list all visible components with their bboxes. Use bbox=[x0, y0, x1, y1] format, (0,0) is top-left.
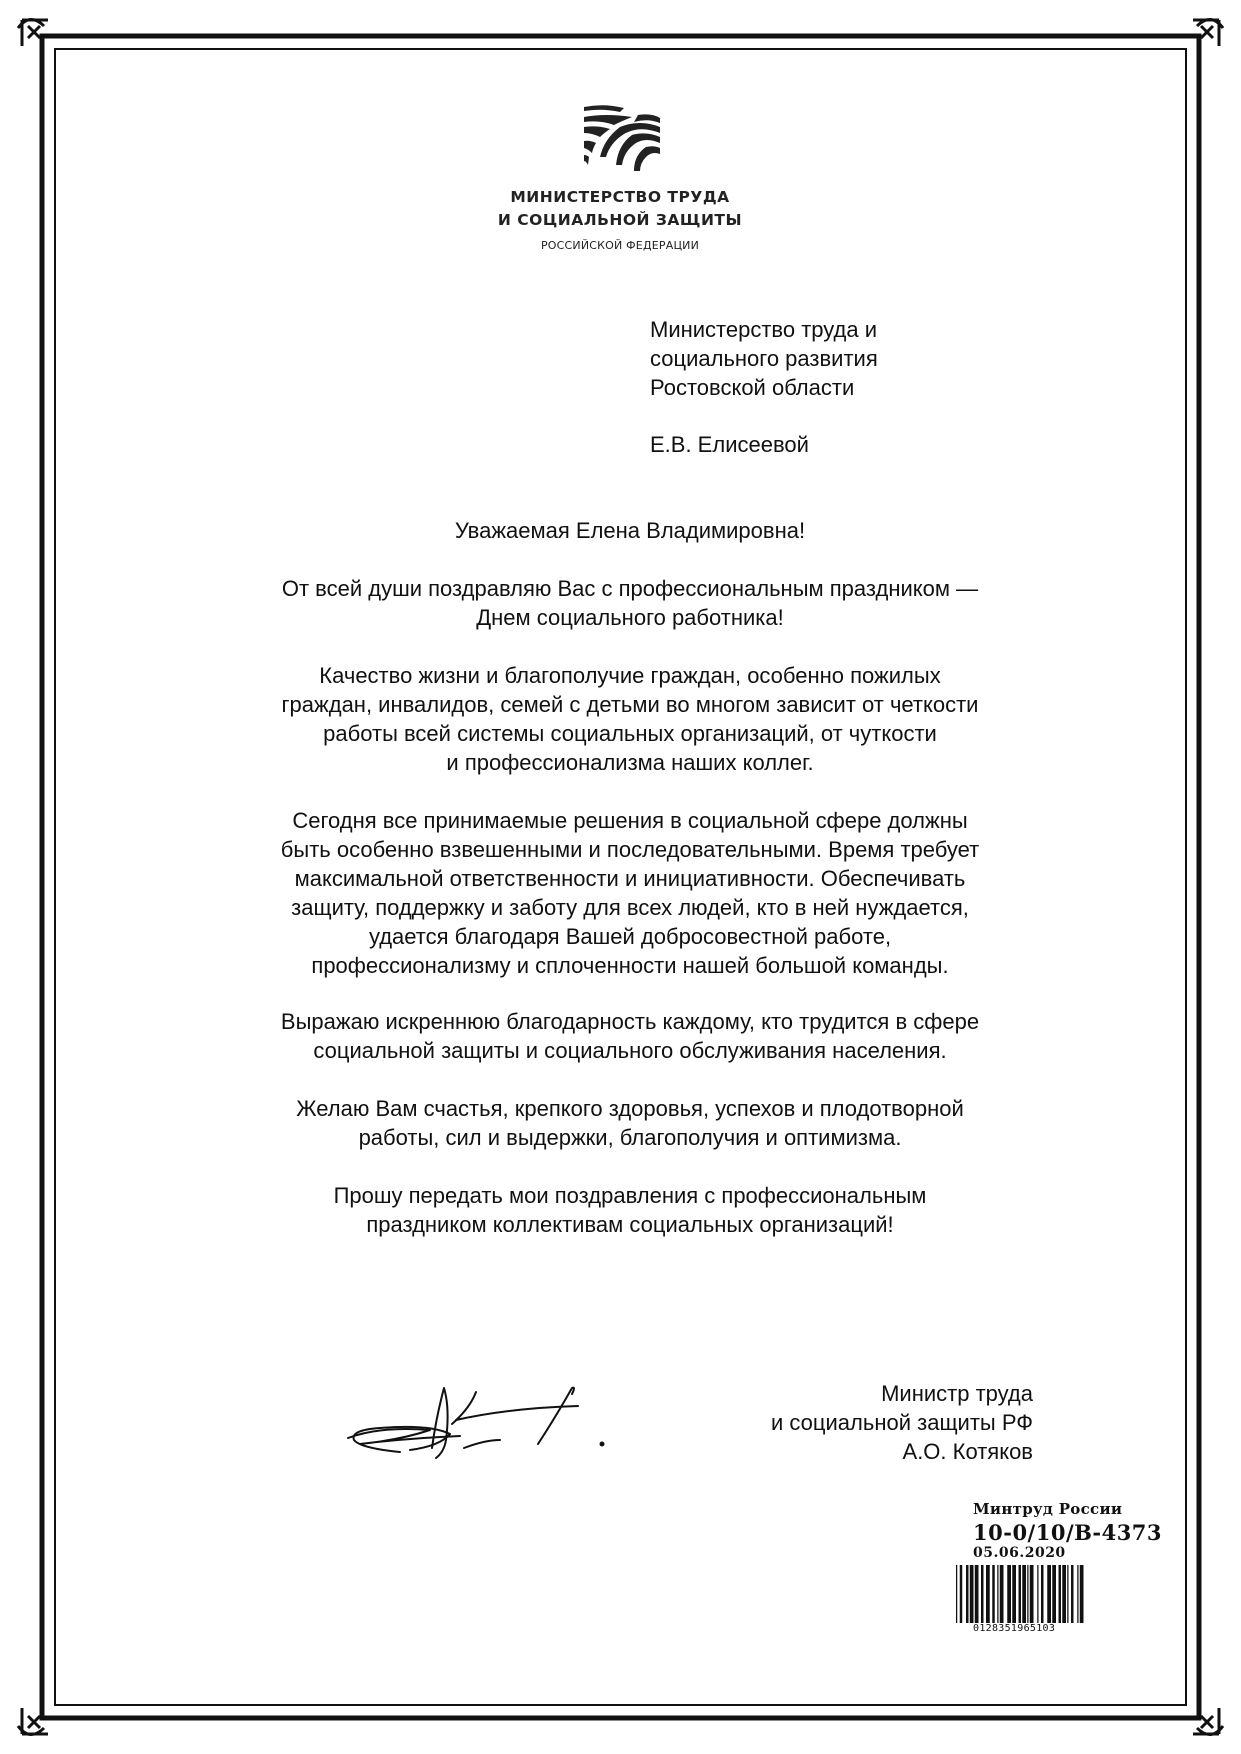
paragraph-line: быть особенно взвешенными и последовательными. Время требует bbox=[280, 837, 980, 862]
addressee-org-line: социального развития bbox=[650, 346, 878, 371]
addressee-recipient: Е.В. Елисеевой bbox=[650, 432, 809, 457]
letter-paragraph-4 bbox=[180, 1007, 1080, 1065]
barcode-bar bbox=[1047, 1565, 1051, 1623]
barcode-bar bbox=[1062, 1565, 1066, 1623]
barcode-bar bbox=[1052, 1565, 1056, 1623]
addressee-org-line: Ростовской области bbox=[650, 375, 855, 400]
paragraph-line: максимальной ответственности и инициативности. Обеспечивать bbox=[294, 866, 966, 891]
letter-paragraph-3 bbox=[180, 806, 1080, 980]
letter-salutation bbox=[180, 516, 1080, 545]
barcode-bar bbox=[1030, 1565, 1034, 1623]
barcode-bar bbox=[1022, 1565, 1026, 1623]
barcode-bar bbox=[997, 1565, 998, 1623]
ministry-name-line1: МИНИСТЕРСТВО ТРУДА bbox=[510, 188, 730, 206]
barcode-bar bbox=[1037, 1565, 1038, 1623]
barcode-bar bbox=[981, 1565, 984, 1623]
paragraph-line: социальной защиты и социального обслуживания населения. bbox=[313, 1038, 947, 1063]
barcode-bar bbox=[1080, 1565, 1084, 1623]
letter-paragraph-1 bbox=[180, 574, 1080, 632]
registration-number: 10-0/10/В-4373 bbox=[973, 1520, 1163, 1545]
paragraph-line: Желаю Вам счастья, крепкого здоровья, успехов и плодотворной bbox=[296, 1096, 964, 1121]
registration-stamp bbox=[945, 1500, 1162, 1634]
addressee-org-line: Министерство труда и bbox=[650, 317, 878, 342]
barcode-bar bbox=[1012, 1565, 1016, 1623]
signatory-title-line: и социальной защиты РФ bbox=[771, 1410, 1033, 1435]
paragraph-line: Днем социального работника! bbox=[476, 605, 784, 630]
registration-date: 05.06.2020 bbox=[973, 1545, 1066, 1561]
ministry-stripes-logo-icon bbox=[584, 105, 660, 171]
addressee-block bbox=[650, 315, 878, 459]
registration-org: Минтруд России bbox=[973, 1500, 1123, 1518]
paragraph-line: работы всей системы социальных организаций, от чуткости bbox=[323, 721, 937, 746]
paragraph-line: Прошу передать мои поздравления с профессиональным bbox=[333, 1183, 927, 1208]
paragraph-line: удается благодаря Вашей добросовестной работе, bbox=[368, 924, 892, 949]
paragraph-line: праздником коллективам социальных организаций! bbox=[366, 1212, 894, 1237]
barcode-bar bbox=[1041, 1565, 1044, 1623]
paragraph-line: граждан, инвалидов, семей с детьми во многом зависит от четкости bbox=[281, 692, 979, 717]
paragraph-line: профессионализму и сплоченности нашей большой команды. bbox=[311, 953, 949, 978]
paragraph-line: защиту, поддержку и заботу для всех людей, кто в ней нуждается, bbox=[291, 895, 969, 920]
signature-block bbox=[771, 1379, 1033, 1466]
barcode-bar bbox=[986, 1565, 990, 1623]
barcode-bar bbox=[1027, 1565, 1028, 1623]
barcode-bar bbox=[1067, 1565, 1068, 1623]
barcode-digits: 0128351965103 bbox=[973, 1623, 1056, 1634]
signatory-title-line: Министр труда bbox=[881, 1381, 1033, 1406]
handwritten-signature bbox=[340, 1378, 680, 1468]
barcode-icon bbox=[950, 1565, 1155, 1623]
barcode-bar bbox=[1007, 1565, 1011, 1623]
barcode-bar bbox=[1000, 1565, 1004, 1623]
signatory-name: А.О. Котяков bbox=[902, 1439, 1033, 1464]
paragraph-line: работы, сил и выдержки, благополучия и оптимизма. bbox=[358, 1125, 902, 1150]
paragraph-line: и профессионализма наших коллег. bbox=[446, 750, 814, 775]
barcode-bar bbox=[956, 1565, 957, 1623]
barcode-bar bbox=[1077, 1565, 1078, 1623]
barcode-bar bbox=[1059, 1565, 1062, 1623]
barcode-bar bbox=[960, 1565, 963, 1623]
letter-paragraph-5 bbox=[180, 1094, 1080, 1152]
barcode-bar bbox=[1019, 1565, 1022, 1623]
salutation-line: Уважаемая Елена Владимировна! bbox=[454, 518, 806, 543]
ministry-country-line: РОССИЙСКОЙ ФЕДЕРАЦИИ bbox=[540, 239, 700, 252]
paragraph-line: Сегодня все принимаемые решения в социальной сфере должны bbox=[292, 808, 968, 833]
barcode-bar bbox=[975, 1565, 979, 1623]
barcode-bar bbox=[966, 1565, 969, 1623]
barcode-bar bbox=[970, 1565, 974, 1623]
barcode-bar bbox=[1071, 1565, 1074, 1623]
paragraph-line: Качество жизни и благополучие граждан, особенно пожилых bbox=[319, 663, 941, 688]
paragraph-line: От всей души поздравляю Вас с профессиональным праздником — bbox=[281, 576, 979, 601]
barcode-bar bbox=[992, 1565, 995, 1623]
letter-paragraph-6 bbox=[180, 1181, 1080, 1239]
letter-paragraph-2 bbox=[180, 661, 1080, 777]
ministry-name-line2: И СОЦИАЛЬНОЙ ЗАЩИТЫ bbox=[497, 211, 743, 229]
paragraph-line: Выражаю искреннюю благодарность каждому, кто трудится в сфере bbox=[280, 1009, 980, 1034]
